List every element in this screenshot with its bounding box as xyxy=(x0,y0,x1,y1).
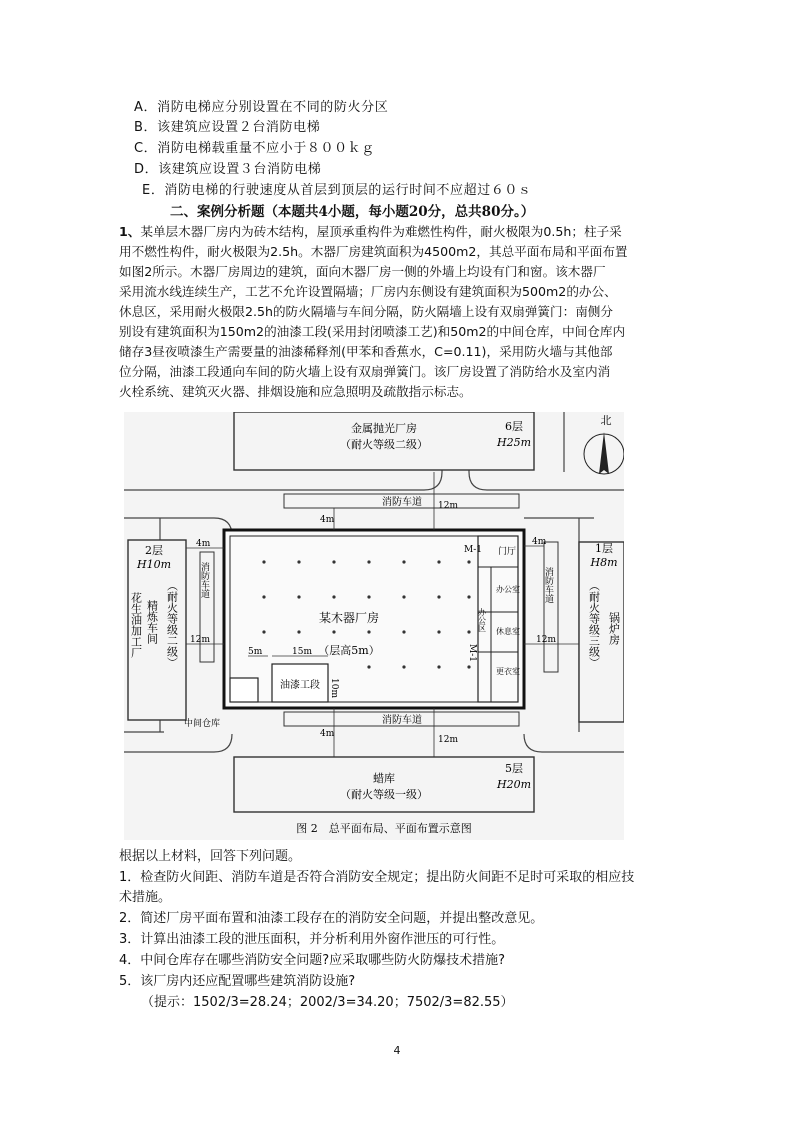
figure-caption: 图 2 总平面布局、平面布置示意图 xyxy=(296,822,472,835)
question-1b: 术措施。 xyxy=(119,890,172,905)
bottom-building-height: H20m xyxy=(496,778,532,791)
top-building-height: H25m xyxy=(496,436,532,449)
option-b: B．该建筑应设置２台消防电梯 xyxy=(134,120,321,135)
dim-15m: 15m xyxy=(292,647,312,657)
question-3: 3．计算出油漆工段的泄压面积，并分析利用外窗作泄压的可行性。 xyxy=(119,932,505,947)
dim-4m-bottom: 4m xyxy=(320,729,335,739)
case-number: 1、 xyxy=(119,224,141,239)
option-e: E．消防电梯的行驶速度从首层到顶层的运行时间不应超过６０ｓ xyxy=(142,183,532,198)
site-plan-figure xyxy=(124,412,624,840)
dim-4m-right: 4m xyxy=(532,537,547,547)
paint-section-label: 油漆工段 xyxy=(280,680,320,691)
question-1a: 1．检查防火间距、消防车道是否符合消防安全规定；提出防火间距不足时可采取的相应技 xyxy=(119,870,635,885)
case-line-6: 储存3昼夜喷漆生产需要量的油漆稀释剂(甲苯和香蕉水，C=0.11)，采用防火墙与其他部 xyxy=(119,344,613,359)
factory-name: 某木器厂房 xyxy=(318,611,380,625)
dim-12m-left: 12m xyxy=(190,635,210,645)
case-line-7: 位分隔，油漆工段通向车间的防火墙上设有双扇弹簧门。该厂房设置了消防给水及室内消 xyxy=(119,364,611,379)
dim-12m-right: 12m xyxy=(536,635,556,645)
right-building-name: 锅炉房 xyxy=(607,612,621,645)
storage-room xyxy=(230,678,258,702)
road-bottom-label: 消防车道 xyxy=(382,715,422,726)
case-line-1: 用不燃性构件，耐火极限为2.5h。木器厂房建筑面积为4500m2，其总平面布局和平面布置 xyxy=(119,244,628,259)
hint: （提示：1502/3=28.24；2002/3=34.20；7502/3=82.55） xyxy=(141,995,514,1010)
right-building-height: H8m xyxy=(590,556,618,569)
case-paragraph xyxy=(119,222,679,402)
left-building-name: 花生油加工厂 xyxy=(129,592,143,658)
door-label-top: M-1 xyxy=(464,545,482,555)
left-building-rating: （耐火等级二级） xyxy=(165,580,179,668)
left-building-workshop: 精炼车间 xyxy=(145,600,159,644)
office-area-label: 办公区 xyxy=(477,608,487,632)
right-building-floors: 1层 xyxy=(595,542,613,555)
road-top-label: 消防车道 xyxy=(382,497,422,508)
changing-label: 更衣室 xyxy=(496,667,520,676)
case-line-8: 火栓系统、建筑灭火器、排烟设施和应急照明及疏散指示标志。 xyxy=(119,384,472,399)
option-d: D．该建筑应设置３台消防电梯 xyxy=(134,162,322,177)
storage-label: 中间仓库 xyxy=(184,719,221,729)
page-number: 4 xyxy=(393,1044,401,1057)
dim-4m-left: 4m xyxy=(196,539,211,549)
rest-label: 休息室 xyxy=(496,627,520,636)
office-label: 办公室 xyxy=(496,585,520,594)
road-right-label: 消防车道 xyxy=(543,567,553,603)
question-4: 4．中间仓库存在哪些消防安全问题?应采取哪些防火防爆技术措施? xyxy=(119,953,506,968)
north-label: 北 xyxy=(600,414,612,427)
dim-12m-bottom: 12m xyxy=(438,735,458,745)
site-plan-svg xyxy=(124,412,624,840)
bottom-building-rating: （耐火等级一级） xyxy=(340,788,428,801)
top-building-rating: （耐火等级二级） xyxy=(340,438,428,451)
case-line-4: 休息区，采用耐火极限2.5h的防火隔墙与车间分隔，防火隔墙上设有双扇弹簧门：南侧分 xyxy=(119,304,613,319)
dim-12m-top: 12m xyxy=(438,501,458,511)
option-c: C．消防电梯载重量不应小于８００ｋｇ xyxy=(134,141,375,156)
question-2: 2．简述厂房平面布置和油漆工段存在的消防安全问题，并提出整改意见。 xyxy=(119,911,544,926)
left-building-height: H10m xyxy=(136,558,172,571)
top-building-floors: 6层 xyxy=(505,420,523,433)
case-line-3: 采用流水线连续生产，工艺不允许设置隔墙；厂房内东侧设有建筑面积为500m2的办公、 xyxy=(119,284,617,299)
dim-4m-top: 4m xyxy=(320,515,335,525)
section-title: 二、案例分析题（本题共4小题，每小题20分，总共80分。） xyxy=(170,204,535,220)
case-line-5: 别设有建筑面积为150m2的油漆工段(采用封闭喷漆工艺)和50m2的中间仓库，中间仓库内 xyxy=(119,324,626,339)
factory-height: （层高5m） xyxy=(318,644,380,657)
road-left-label: 消防车道 xyxy=(199,562,209,598)
top-building-name: 金属抛光厂房 xyxy=(351,422,417,435)
bottom-building-name: 蜡库 xyxy=(373,772,395,785)
case-line-2: 如图2所示。木器厂房周边的建筑，面向木器厂房一侧的外墙上均设有门和窗。该木器厂 xyxy=(119,264,606,279)
bottom-building-floors: 5层 xyxy=(505,762,523,775)
right-building-rating: （耐火等级三级） xyxy=(587,580,601,668)
questions-prompt: 根据以上材料，回答下列问题。 xyxy=(119,849,302,864)
lobby-label: 门厅 xyxy=(498,547,517,557)
dim-5m: 5m xyxy=(248,647,263,657)
left-building-floors: 2层 xyxy=(145,544,163,557)
case-line-0: 某单层木器厂房内为砖木结构，屋顶承重构件为难燃性构件，耐火极限为0.5h；柱子采 xyxy=(140,224,622,239)
question-5: 5．该厂房内还应配置哪些建筑消防设施? xyxy=(119,974,356,989)
door-label-bottom: M-1 xyxy=(467,644,477,662)
dim-10m: 10m xyxy=(329,678,339,698)
option-a: A．消防电梯应分别设置在不同的防火分区 xyxy=(134,100,389,115)
